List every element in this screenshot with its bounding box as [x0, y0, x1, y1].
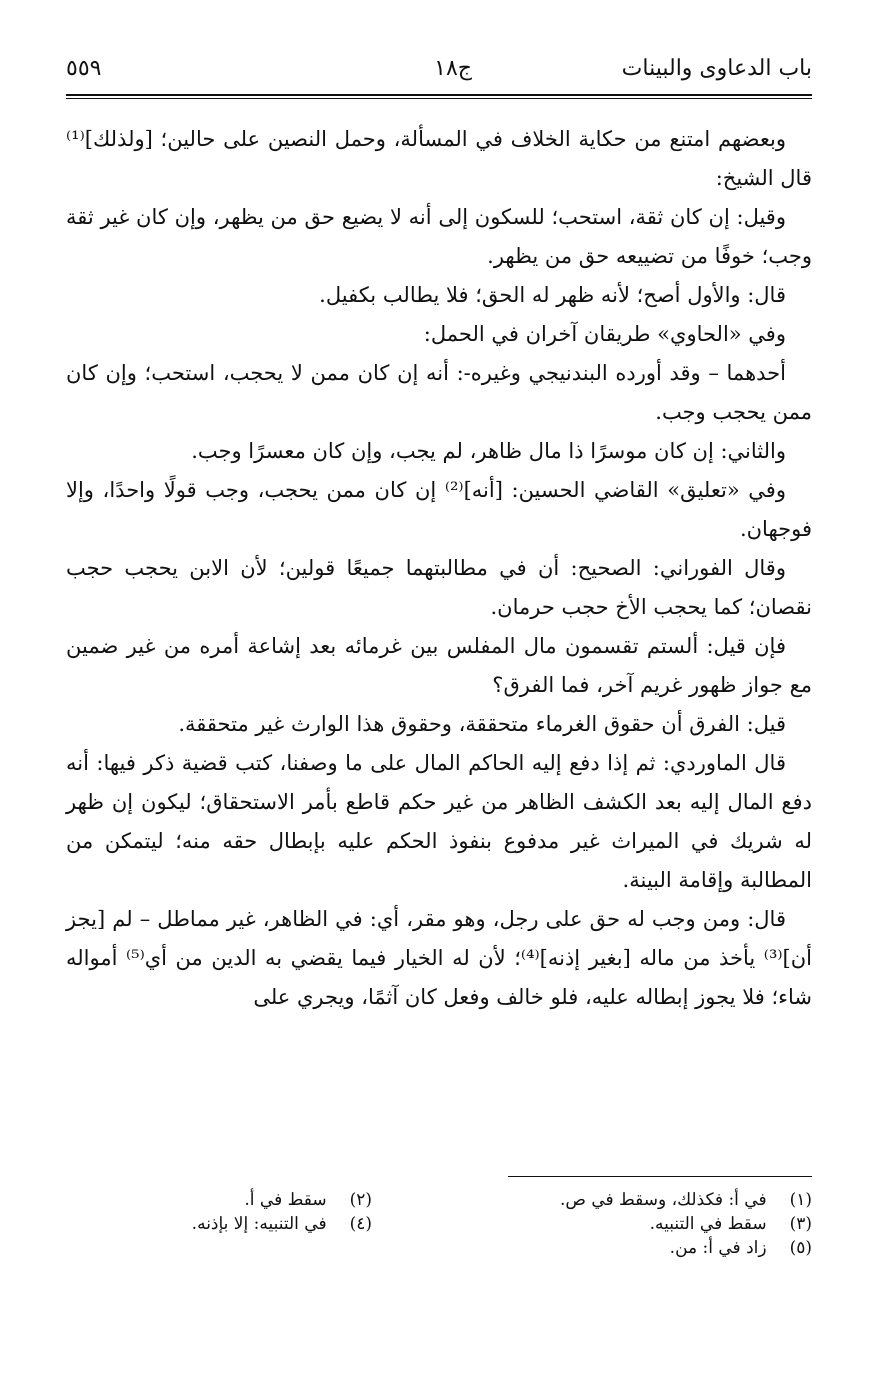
footnote-number: (٢)	[349, 1190, 372, 1210]
paragraph: وفي «تعليق» القاضي الحسين: [أنه]⁽²⁾ إن كان ممن يحجب، وجب قولًا واحدًا، وإلا فوجهان.	[66, 478, 812, 541]
footnote-number: (٥)	[789, 1238, 812, 1258]
footnote-number: (١)	[789, 1190, 812, 1210]
paragraph: أحدهما – وقد أورده البندنيجي وغيره-: أنه إن كان ممن لا يحجب، استحب؛ وإن كان ممن يحجب وجب.	[66, 361, 812, 424]
main-text	[66, 120, 812, 1017]
header-rule-thin	[66, 98, 812, 99]
paragraph: قال: والأول أصح؛ لأنه ظهر له الحق؛ فلا يطالب بكفيل.	[319, 283, 786, 307]
footnote	[372, 1188, 812, 1212]
paragraph: وقيل: إن كان ثقة، استحب؛ للسكون إلى أنه لا يضيع حق من يظهر، وإن كان غير ثقة وجب؛ خوفًا من تضييعه حق من يظهر.	[66, 205, 812, 268]
footnote	[372, 1236, 812, 1260]
volume-label: ج١٨	[434, 56, 472, 81]
footnote-row	[66, 1212, 812, 1236]
footnote	[372, 1212, 812, 1236]
footnote-text: في أ: فكذلك، وسقط في ص.	[559, 1190, 767, 1210]
footnote-text: سقط في التنبيه.	[649, 1214, 767, 1234]
footnote-number: (٣)	[789, 1214, 812, 1234]
footnotes	[66, 1188, 812, 1260]
paragraph: وقال الفوراني: الصحيح: أن في مطالبتهما جميعًا قولين؛ لأن الابن يحجب حجب نقصان؛ كما يحجب الأخ حجب حرمان.	[66, 556, 812, 619]
footnote-text: سقط في أ.	[244, 1190, 327, 1210]
paragraph: قال: ومن وجب له حق على رجل، وهو مقر، أي: في الظاهر، غير مماطل – لم [يجز أن]⁽³⁾ يأخذ من ماله [بغير إذنه]⁽⁴⁾؛ لأن له الخيار فيما يقضي به الدين من أي⁽⁵⁾ أمواله شاء؛ فلا يجوز إبطاله عليه، فلو خالف وفعل كان آثمًا، ويجري على	[66, 907, 812, 1009]
footnote-row	[66, 1236, 812, 1260]
paragraph: قال الماوردي: ثم إذا دفع إليه الحاكم المال على ما وصفنا، كتب قضية ذكر فيها: أنه دفع المال إليه بعد الكشف الظاهر من غير حكم قاطع بأمر الاستحقاق؛ ليكون إن ظهر له شريك في الميراث غير مدفوع بنفوذ الحكم عليه بإبطال حقه منه؛ ليتمكن من المطالبة وإقامة البينة.	[66, 751, 812, 892]
paragraph: فإن قيل: ألستم تقسمون مال المفلس بين غرمائه بعد إشاعة أمره من غير ضمين مع جواز ظهور غريم آخر، فما الفرق؟	[66, 634, 812, 697]
page-number: ٥٥٩	[66, 56, 102, 81]
chapter-title: باب الدعاوى والبينات	[621, 56, 812, 81]
paragraph: وبعضهم امتنع من حكاية الخلاف في المسألة، وحمل النصين على حالين؛ [ولذلك]⁽¹⁾ قال الشيخ:	[66, 127, 812, 190]
paragraph: قيل: الفرق أن حقوق الغرماء متحققة، وحقوق هذا الوارث غير متحققة.	[178, 712, 786, 736]
paragraph: وفي «الحاوي» طريقان آخران في الحمل:	[423, 322, 786, 346]
page-header	[66, 56, 812, 96]
footnote-text: في التنبيه: إلا بإذنه.	[191, 1214, 327, 1234]
footnote-row	[66, 1188, 812, 1212]
footnote-number: (٤)	[349, 1214, 372, 1234]
footnote-rule	[508, 1176, 812, 1177]
header-rule	[66, 94, 812, 96]
footnote	[66, 1188, 372, 1212]
footnote-text: زاد في أ: من.	[669, 1238, 767, 1258]
paragraph: والثاني: إن كان موسرًا ذا مال ظاهر، لم يجب، وإن كان معسرًا وجب.	[191, 439, 786, 463]
footnote	[66, 1212, 372, 1236]
